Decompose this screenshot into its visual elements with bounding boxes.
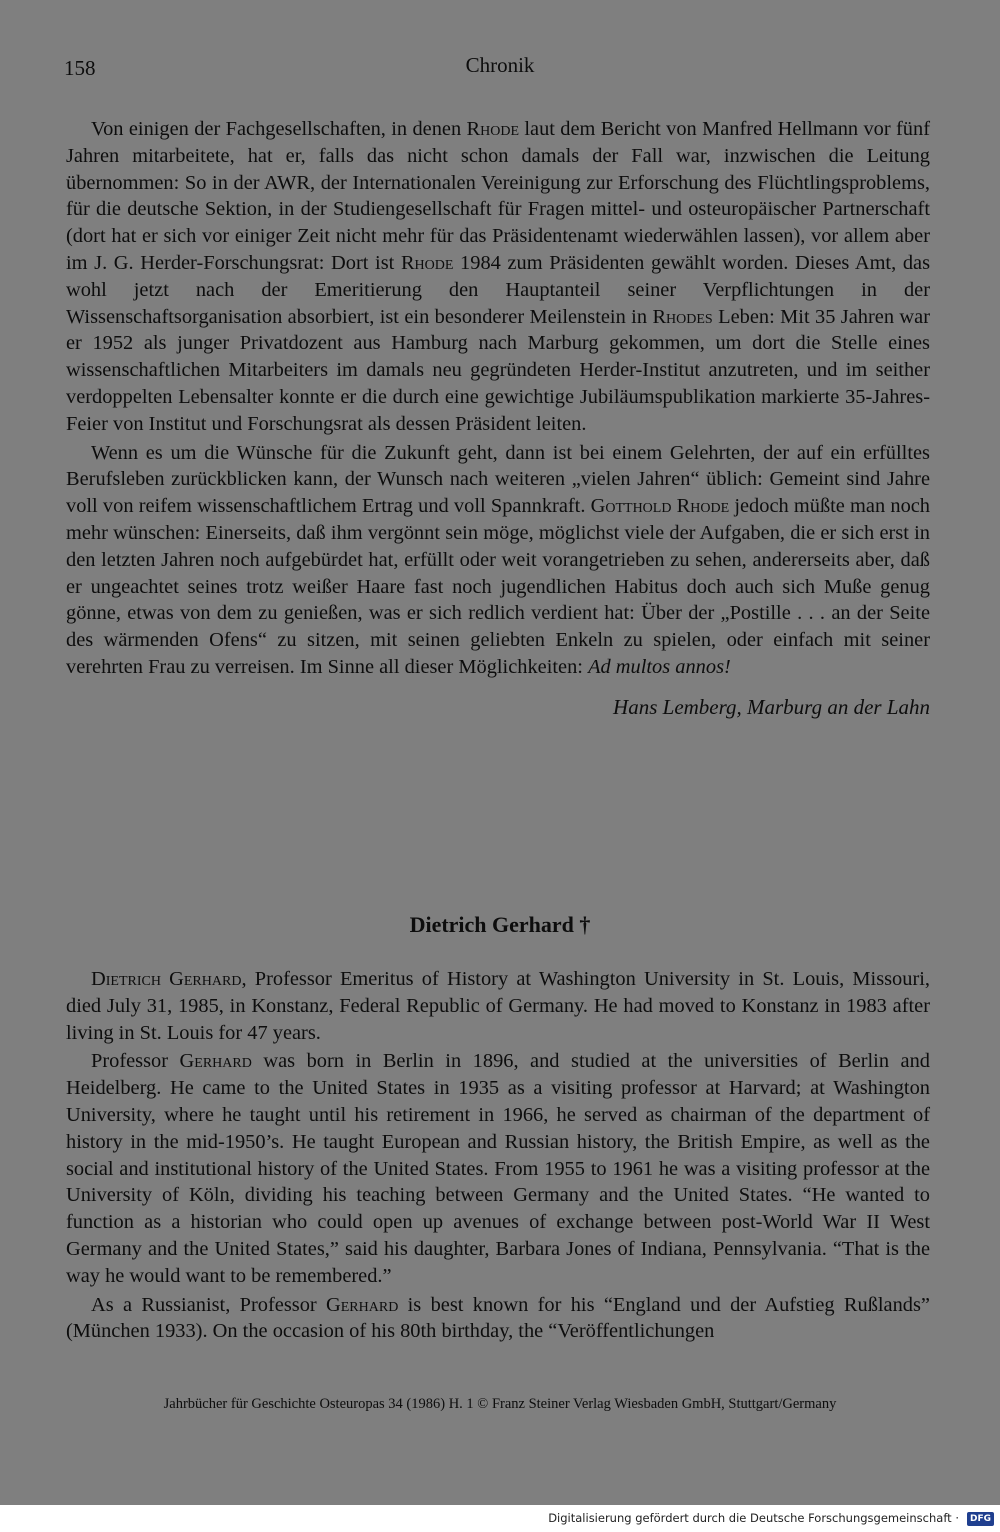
text-run: 1984 zum Präsidenten gewählt worden. Dieses Amt, das wohl jetzt nach der Emeritierung den Hauptanteil seiner Verpflichtungen in der Wissenschaftsorganisation absorbiert, ist ein besonderer Meilenstein in (66, 251, 930, 328)
text-run: Wenn es um die Wünsche für die Zukunft geht, dann ist bei einem Gelehrten, der auf ein erfülltes Berufsleben zurückblicken kann, der Wunsch nach weiteren „vielen Jahren“ üblich: Gemeint sind Jahre voll von reifem wissenschaftlichem Ertrag und voll Spannkraft. (66, 441, 930, 518)
paragraph (66, 1048, 930, 1289)
article-rhode (66, 116, 930, 720)
small-caps-name: Gerhard (179, 1050, 252, 1073)
article-gerhard (66, 966, 930, 1345)
small-caps-name: Dietrich Gerhard (91, 968, 242, 990)
banner-text: Digitalisierung gefördert durch die Deutsche Forschungsgemeinschaft · (548, 1511, 959, 1525)
paragraph (66, 1292, 930, 1346)
author-signature: Hans Lemberg, Marburg an der Lahn (613, 694, 930, 719)
digitization-banner (0, 1505, 1000, 1532)
article-rhode-body (66, 116, 930, 681)
paragraph (66, 966, 930, 1046)
text-run: Von einigen der Fachgesellschaften, in denen (91, 118, 467, 140)
italic-phrase: Ad multos annos! (588, 655, 731, 678)
text-run: jedoch müßte man noch mehr wünschen: Einerseits, daß ihm vergönnt sein möge, möglichst viele der Aufgaben, die er sich erst in den letzten Jahren noch aufgebürdet hat, erfüllt oder weit vorangetrieben zu sehen, andererseits aber, daß er ungeachtet seines trotz weißer Haare fast noch jugendlichen Habitus doch auch sich Muße genug gönne, etwas von dem zu genießen, was er sich redlich verdient hat: Über der „Postille . . . an der Seite des wärmenden Ofens“ zu sitzen, mit seinen geliebten Enkeln zu spielen, oder einfach mit seiner verehrten Frau zu verreisen. Im Sinne all dieser Möglichkeiten: (66, 495, 931, 678)
small-caps-name: Rhode (466, 118, 519, 140)
paragraph (66, 116, 930, 438)
running-head: Chronik (465, 53, 535, 77)
text-run: was born in Berlin in 1896, and studied at the universities of Berlin and Heidelberg. He came to the United States in 1935 as a visiting professor at Harvard; at Washington University, where he taught until his retirement in 1966, he served as chairman of the department of history in the mid-1950’s. He taught European and Russian history, the British Empire, as well as the social and institutional history of the United States. From 1955 to 1961 he was a visiting professor at the University of Köln, dividing his teaching between Germany and the United States. “He wanted to function as a historian who could open up avenues of exchange between post-World War II West Germany and the United States,” said his daughter, Barbara Jones of Indiana, Pennsylvania. “That is the way he would want to be remembered.” (66, 1050, 930, 1287)
dfg-logo-icon: DFG (967, 1512, 994, 1526)
text-run: laut dem Bericht von Manfred Hellmann vor fünf Jahren mitarbeitete, hat er, falls das nicht schon damals der Fall war, inzwischen die Leitung übernommen: So in der AWR, der Internationalen Vereinigung zur Erforschung des Flüchtlingsproblems, für die deutsche Sektion, in der Studiengesellschaft für Fragen mittel- und osteuropäischer Partnerschaft (dort hat er sich vor einiger Zeit nicht mehr für das Präsidentenamt wiederwählen lassen), vor allem aber im J. G. Herder-Forschungsrat: Dort ist (66, 118, 930, 274)
small-caps-name: Rhodes (652, 305, 713, 328)
text-run: As a Russianist, Professor (91, 1293, 327, 1316)
small-caps-name: Gerhard (326, 1293, 399, 1316)
obituary-title: Dietrich Gerhard † (409, 912, 591, 937)
page-number: 158 (64, 56, 96, 80)
text-run: Leben: Mit 35 Jahren war er 1952 als junger Privatdozent aus Hamburg nach Marburg gekommen, um dort die Stelle eines wissenschaftlichen Mitarbeiters im damals neu gegründeten Herder-Institut anzutreten, und im seither verdoppelten Lebensalter konnte er die durch eine gewichtige Jubiläumspublikation markierte 35-Jahres-Feier von Institut und Forschungsrat als dessen Präsident leiten. (66, 305, 930, 435)
text-run: is best known for his “England und der Aufstieg Rußlands” (München 1933). On the occasion of his 80th birthday, the “Veröffentlichungen (66, 1293, 930, 1343)
text-run: Professor (91, 1050, 180, 1073)
text-run: , Professor Emeritus of History at Washington University in St. Louis, Missouri, died July 31, 1985, in Konstanz, Federal Republic of Germany. He had moved to Konstanz in 1983 after living in St. Louis for 47 years. (66, 968, 931, 1044)
small-caps-name: Gotthold Rhode (590, 495, 730, 518)
paragraph (66, 440, 930, 681)
small-caps-name: Rhode (400, 251, 454, 274)
journal-credit-line: Jahrbücher für Geschichte Osteuropas 34 (1986) H. 1 © Franz Steiner Verlag Wiesbaden GmbH, Stuttgart/Germany (163, 1396, 837, 1412)
article-gerhard-body (66, 966, 930, 1345)
